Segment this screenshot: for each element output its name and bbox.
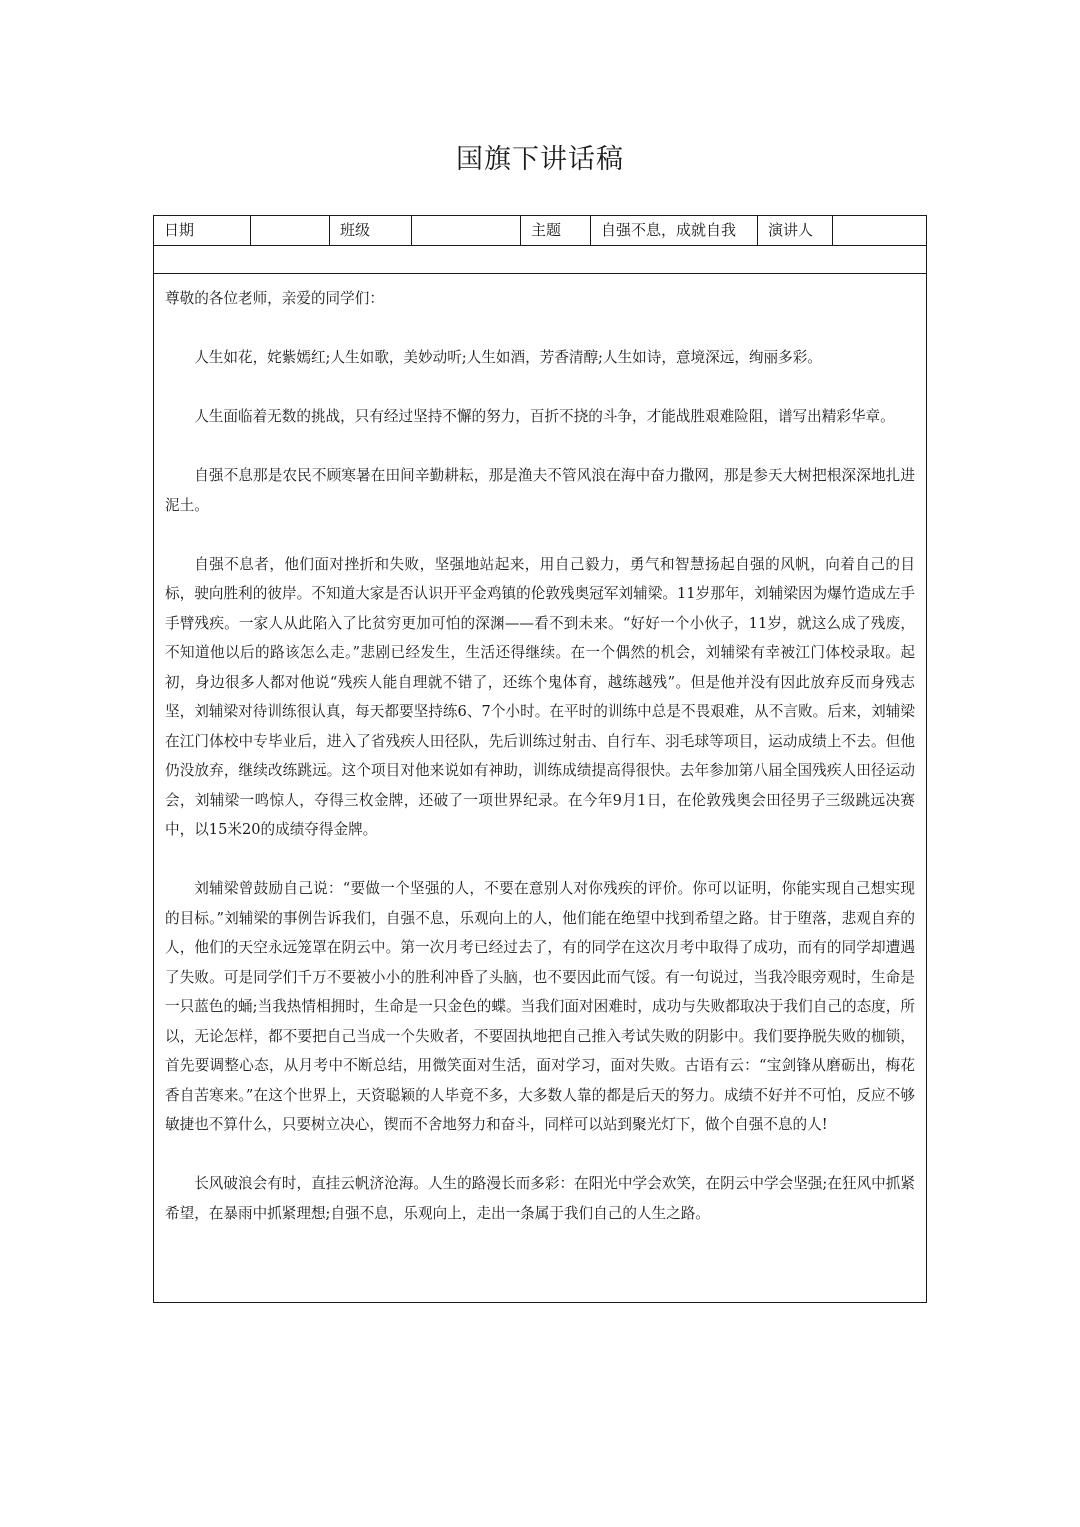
- speaker-value: [833, 216, 926, 245]
- topic-label: 主题: [521, 216, 591, 245]
- meta-row: [154, 216, 926, 246]
- speech-body: [154, 274, 926, 1228]
- topic-value: 自强不息，成就自我: [591, 216, 758, 245]
- document-title: 国旗下讲话稿: [456, 144, 624, 175]
- paragraph: 长风破浪会有时，直挂云帆济沧海。人生的路漫长而多彩：在阳光中学会欢笑，在阴云中学会坚强;在狂风中抓紧希望，在暴雨中抓紧理想;自强不息，乐观向上，走出一条属于我们自己的人生之路。: [165, 1175, 915, 1222]
- speaker-label: 演讲人: [758, 216, 833, 245]
- greeting: 尊敬的各位老师，亲爱的同学们：: [165, 290, 384, 307]
- paragraph: 自强不息那是农民不顾寒暑在田间辛勤耕耘，那是渔夫不管风浪在海中奋力撒网，那是参天大树把根深深地扎进泥土。: [165, 467, 915, 514]
- speech-form: [153, 215, 927, 1303]
- class-label: 班级: [330, 216, 412, 245]
- paragraph: 人生面临着无数的挑战，只有经过坚持不懈的努力，百折不挠的斗争，才能战胜艰难险阻，谱写出精彩华章。: [194, 408, 895, 425]
- paragraph: 自强不息者，他们面对挫折和失败，坚强地站起来，用自己毅力，勇气和智慧扬起自强的风帆，向着自己的目标，驶向胜利的彼岸。不知道大家是否认识开平金鸡镇的伦敦残奥冠军刘辅梁。11岁那年，刘辅梁因为爆竹造成左手手臂残疾。一家人从此陷入了比贫穷更加可怕的深渊——看不到未来。“好好一个小伙子，11岁，就这么成了残废，不知道他以后的路该怎么走。”悲剧已经发生，生活还得继续。在一个偶然的机会，刘辅梁有幸被江门体校录取。起初，身边很多人都对他说“残疾人能自理就不错了，还练个鬼体育，越练越残”。但是他并没有因此放弃反而身残志坚，刘辅梁对待训练很认真，每天都要坚持练6、7个小时。在平时的训练中总是不畏艰难，从不言败。后来，刘辅梁在江门体校中专毕业后，进入了省残疾人田径队，先后训练过射击、自行车、羽毛球等项目，运动成绩上不去。但他仍没放弃，继续改练跳远。这个项目对他来说如有神助，训练成绩提高得很快。去年参加第八届全国残疾人田径运动会，刘辅梁一鸣惊人，夺得三枚金牌，还破了一项世界纪录。在今年9月1日，在伦敦残奥会田径男子三级跳远决赛中，以15米20的成绩夺得金牌。: [165, 555, 915, 838]
- class-value: [412, 216, 521, 245]
- paragraph: 刘辅梁曾鼓励自己说：“要做一个坚强的人，不要在意别人对你残疾的评价。你可以证明，你能实现自己想实现的目标。”刘辅梁的事例告诉我们，自强不息，乐观向上的人，他们能在绝望中找到希望之路。甘于堕落，悲观自弃的人，他们的天空永远笼罩在阴云中。第一次月考已经过去了，有的同学在这次月考中取得了成功，而有的同学却遭遇了失败。可是同学们千万不要被小小的胜利冲昏了头脑，也不要因此而气馁。有一句说过，当我冷眼旁观时，生命是一只蓝色的蛹;当我热情相拥时，生命是一只金色的蝶。当我们面对困难时，成功与失败都取决于我们自己的态度，所以，无论怎样，都不要把自己当成一个失败者，不要固执地把自己推入考试失败的阴影中。我们要挣脱失败的枷锁，首先要调整心态，从月考中不断总结，用微笑面对生活，面对学习，面对失败。古语有云：“宝剑锋从磨砺出，梅花香自苦寒来。”在这个世界上，天资聪颖的人毕竟不多，大多数人靠的都是后天的努力。成绩不好并不可怕，反应不够敏捷也不算什么，只要树立决心，锲而不舍地努力和奋斗，同样可以站到聚光灯下，做个自强不息的人!: [165, 880, 915, 1133]
- date-value: [251, 216, 330, 245]
- date-label: 日期: [154, 216, 251, 245]
- blank-row: [154, 246, 926, 274]
- paragraph: 人生如花，姹紫嫣红;人生如歌，美妙动听;人生如酒，芳香清醇;人生如诗，意境深远，绚丽多彩。: [194, 349, 822, 366]
